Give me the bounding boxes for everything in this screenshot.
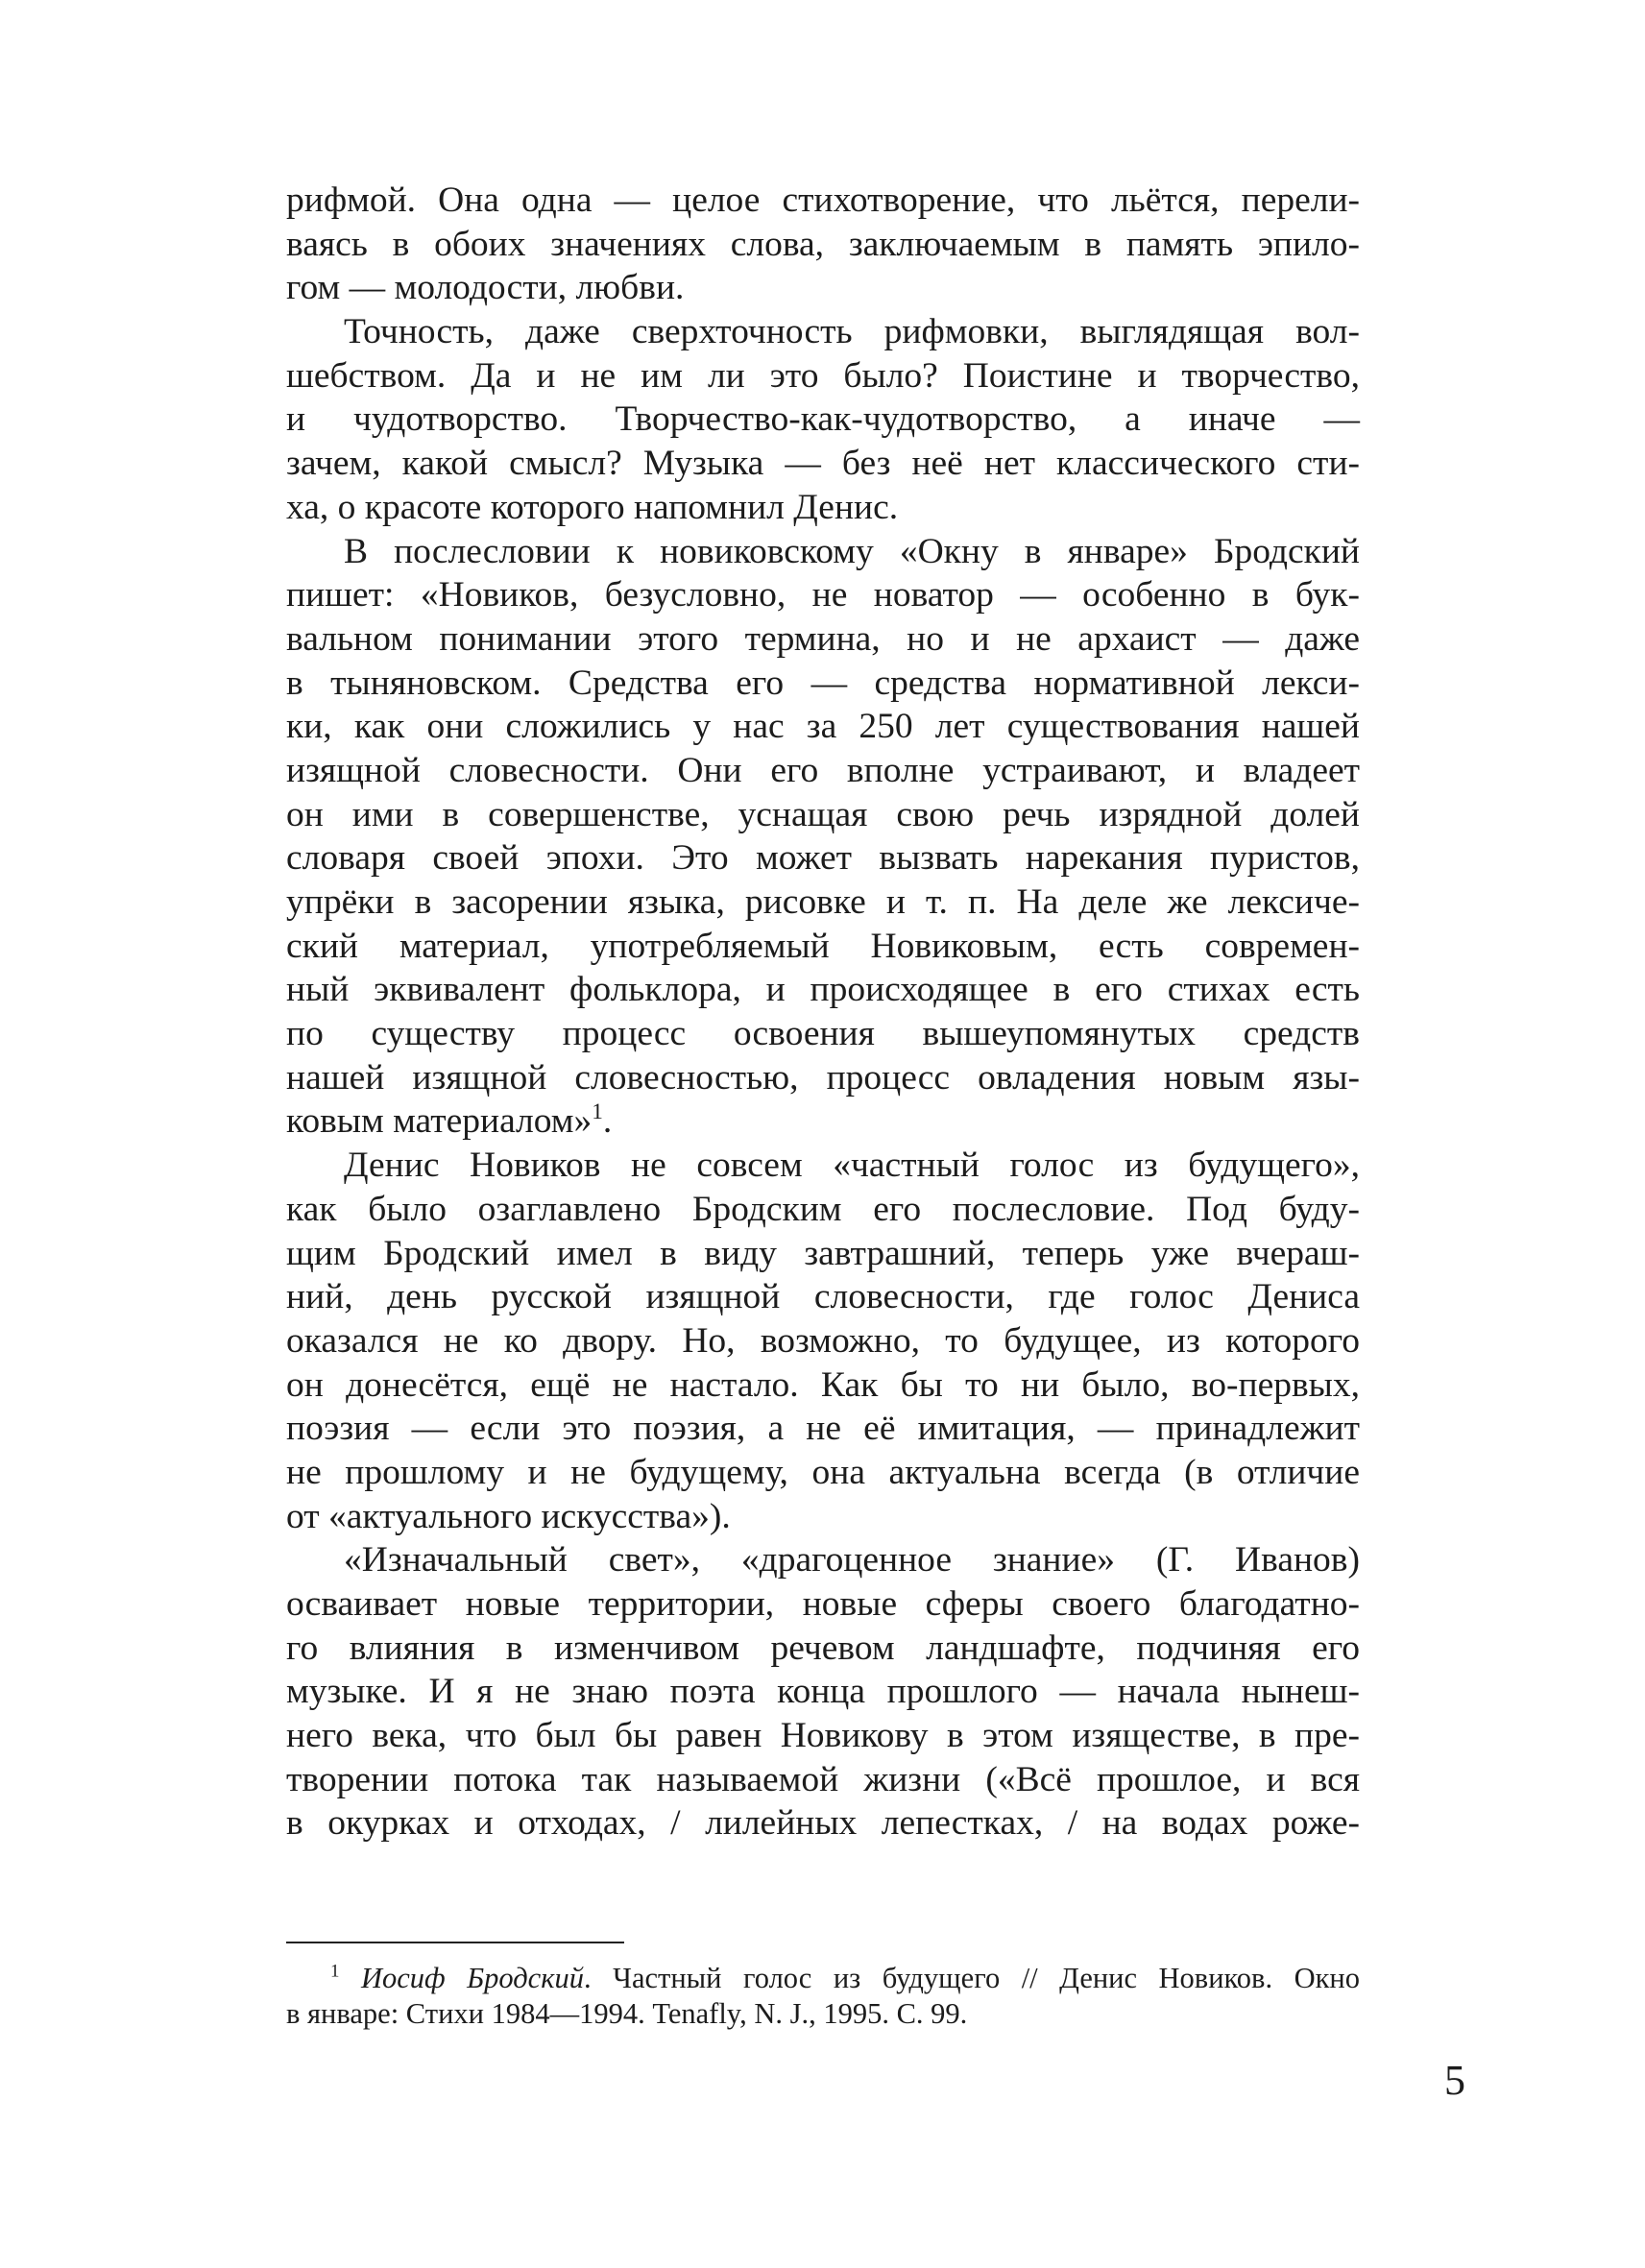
text-line bbox=[286, 179, 1360, 223]
text-line bbox=[286, 1538, 1360, 1582]
text-line bbox=[286, 354, 1360, 398]
text-line-content: в тыняновском. Средства его — средства нормативной лекси- bbox=[286, 663, 1360, 703]
footnote-line bbox=[286, 1961, 1360, 1996]
text-line-content: словаря своей эпохи. Это может вызвать нарекания пуристов, bbox=[286, 838, 1360, 879]
footnote-author: Иосиф Бродский bbox=[360, 1962, 584, 1994]
text-line-content: не прошлому и не будущему, она актуальна всегда (в отличие bbox=[286, 1452, 1360, 1492]
text-line bbox=[286, 1144, 1360, 1188]
text-line bbox=[286, 486, 1360, 530]
text-line bbox=[286, 223, 1360, 267]
text-line-content: и чудотворство. Творчество-как-чудотворство, а иначе — bbox=[286, 399, 1360, 440]
text-line-content: Точность, даже сверхточность рифмовки, выглядящая вол- bbox=[344, 312, 1360, 352]
text-line-content: шебством. Да и не им ли это было? Поистине и творчество, bbox=[286, 355, 1360, 396]
text-line bbox=[286, 1582, 1360, 1627]
text-line bbox=[286, 266, 1360, 310]
text-line bbox=[286, 1801, 1360, 1846]
text-line-content: щим Бродский имел в виду завтрашний, теперь уже вчераш- bbox=[286, 1233, 1360, 1273]
text-line bbox=[286, 310, 1360, 354]
text-line bbox=[286, 1056, 1360, 1100]
text-line bbox=[286, 793, 1360, 837]
text-line-content: он ими в совершенстве, уснащая свою речь изрядной долей bbox=[286, 794, 1360, 834]
text-line bbox=[286, 1758, 1360, 1802]
text-line-content: пишет: «Новиков, безусловно, не новатор — особенно в бук- bbox=[286, 575, 1360, 615]
text-line-content: Денис Новиков не совсем «частный голос из будущего», bbox=[344, 1146, 1360, 1186]
footnote-reference: 1 bbox=[592, 1099, 603, 1125]
footnote-mark: 1 bbox=[330, 1961, 340, 1982]
footnote-citation: . Частный голос из будущего // Денис Новиков. Окно bbox=[584, 1962, 1360, 1994]
text-line bbox=[286, 968, 1360, 1012]
text-line-tail: . bbox=[602, 1101, 613, 1142]
text-line-content: он донесётся, ещё не настало. Как бы то ни было, во-первых, bbox=[286, 1364, 1360, 1405]
text-line-content: ний, день русской изящной словесности, где голос Дениса bbox=[286, 1277, 1360, 1317]
text-line-content: него века, что был бы равен Новикову в этом изяществе, в пре- bbox=[286, 1716, 1360, 1756]
text-line-content: ковым материалом» bbox=[286, 1101, 593, 1142]
text-line bbox=[286, 1188, 1360, 1232]
text-line-content: нашей изящной словесностью, процесс овладения новым язы- bbox=[286, 1057, 1360, 1098]
text-line-content: от «актуального искусства»). bbox=[286, 1496, 731, 1536]
text-line-content: В послесловии к новиковскому «Окну в январе» Бродский bbox=[344, 531, 1360, 571]
body-text bbox=[286, 179, 1360, 1846]
text-line-content: оказался не ко двору. Но, возможно, то будущее, из которого bbox=[286, 1320, 1360, 1361]
text-line-content: ский материал, употребляемый Новиковым, есть современ- bbox=[286, 926, 1360, 966]
text-line bbox=[286, 1275, 1360, 1319]
text-line bbox=[286, 617, 1360, 662]
text-line bbox=[286, 398, 1360, 442]
text-line-content: творении потока так называемой жизни («Всё прошлое, и вся bbox=[286, 1759, 1360, 1799]
text-line bbox=[286, 749, 1360, 793]
text-line-content: по существу процесс освоения вышеупомянутых средств bbox=[286, 1014, 1360, 1054]
text-line-content: го влияния в изменчивом речевом ландшафте, подчиняя его bbox=[286, 1628, 1360, 1668]
text-line-content: вальном понимании этого термина, но и не архаист — даже bbox=[286, 618, 1360, 659]
text-line bbox=[286, 705, 1360, 749]
text-line-content: осваивает новые территории, новые сферы своего благодатно- bbox=[286, 1584, 1360, 1624]
text-line-content: музыке. И я не знаю поэта конца прошлого — начала нынеш- bbox=[286, 1672, 1360, 1712]
text-line-content: поэзия — если это поэзия, а не её имитация, — принадлежит bbox=[286, 1409, 1360, 1449]
text-line-content: в окурках и отходах, / лилейных лепестках, / на водах роже- bbox=[286, 1803, 1360, 1844]
text-line bbox=[286, 1714, 1360, 1758]
text-line bbox=[286, 1407, 1360, 1451]
text-line-content: зачем, какой смысл? Музыка — без неё нет классического сти- bbox=[286, 444, 1360, 484]
text-line-content: рифмой. Она одна — целое стихотворение, что льётся, перели- bbox=[286, 181, 1360, 220]
text-line-content: как было озаглавлено Бродским его послесловие. Под буду- bbox=[286, 1189, 1360, 1229]
text-line-content: гом — молодости, любви. bbox=[286, 268, 685, 308]
text-line bbox=[286, 1099, 1360, 1144]
text-line bbox=[286, 1363, 1360, 1408]
text-line bbox=[286, 1232, 1360, 1276]
text-line-content: упрёки в засорении языка, рисовке и т. п. На деле же лексиче- bbox=[286, 882, 1360, 922]
text-line bbox=[286, 836, 1360, 881]
text-line bbox=[286, 573, 1360, 617]
text-line bbox=[286, 1451, 1360, 1495]
text-line-content: «Изначальный свет», «драгоценное знание» (Г. Иванов) bbox=[344, 1540, 1360, 1580]
text-line-content: ха, о красоте которого напомнил Денис. bbox=[286, 487, 899, 527]
text-line bbox=[286, 530, 1360, 574]
page-number: 5 bbox=[1444, 2057, 1465, 2104]
text-line bbox=[286, 1670, 1360, 1714]
text-line bbox=[286, 925, 1360, 969]
text-line bbox=[286, 1012, 1360, 1056]
text-line bbox=[286, 662, 1360, 706]
text-line-content: ваясь в обоих значениях слова, заключаемым в память эпило- bbox=[286, 224, 1360, 264]
text-line bbox=[286, 442, 1360, 486]
text-line bbox=[286, 1319, 1360, 1363]
text-line-content: ки, как они сложились у нас за 250 лет существования нашей bbox=[286, 707, 1360, 747]
text-line bbox=[286, 881, 1360, 925]
text-line-content: ный эквивалент фольклора, и происходящее в его стихах есть bbox=[286, 970, 1360, 1010]
text-line-content: изящной словесности. Они его вполне устраивают, и владеет bbox=[286, 750, 1360, 790]
text-line bbox=[286, 1495, 1360, 1539]
footnote-line: в январе: Стихи 1984—1994. Tenafly, N. J., 1995. С. 99. bbox=[286, 1997, 968, 2030]
footnote-divider bbox=[286, 1942, 624, 1943]
text-line bbox=[286, 1627, 1360, 1671]
footnotes bbox=[286, 1961, 1360, 2032]
